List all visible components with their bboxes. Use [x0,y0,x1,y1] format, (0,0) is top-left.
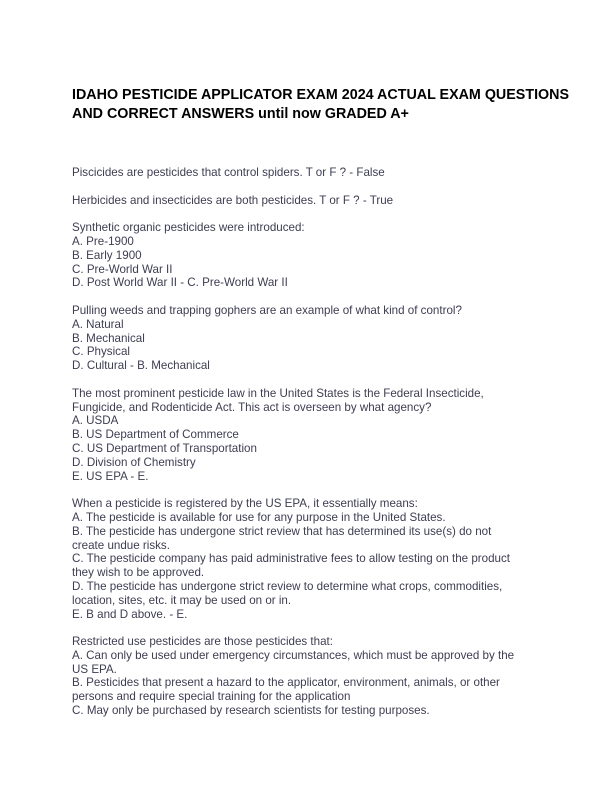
question-line: Piscicides are pesticides that control spiders. T or F ? - False [72,166,385,179]
answer-option: A. The pesticide is available for use for any purpose in the United States. [72,510,446,524]
answer-option: C. The pesticide company has paid administrative fees to allow testing on the product [72,552,511,566]
title-line: AND CORRECT ANSWERS until now GRADED A+ [72,106,409,122]
question-list [72,166,542,732]
question-block-7 [72,635,542,718]
answer-option: E. B and D above. - E. [72,607,188,621]
answer-option: A. USDA [72,414,119,428]
question-line: Herbicides and insecticides are both pesticides. T or F ? - True [72,193,394,207]
question-block-1 [72,166,542,180]
answer-option: location, sites, etc. it may be used on or in. [72,593,292,607]
question-line: The most prominent pesticide law in the United States is the Federal Insecticide, [72,386,484,400]
question-block-5 [72,387,542,484]
answer-option: they wish to be approved. [72,566,205,580]
question-line: Synthetic organic pesticides were introduced: [72,221,305,235]
answer-option: C. May only be purchased by research scientists for testing purposes. [72,704,430,718]
answer-option: D. Division of Chemistry [72,455,196,469]
question-block-6 [72,497,542,621]
answer-option: A. Pre-1900 [72,234,134,248]
answer-option: A. Can only be used under emergency circumstances, which must be approved by the [72,648,515,662]
question-block-2 [72,194,542,208]
answer-option: B. Pesticides that present a hazard to the applicator, environment, animals, or other [72,676,500,690]
answer-option: E. US EPA - E. [72,469,149,483]
question-line: Pulling weeds and trapping gophers are an example of what kind of control? [72,303,462,317]
answer-option: B. The pesticide has undergone strict review that has determined its use(s) do not [72,524,492,538]
answer-option: B. US Department of Commerce [72,428,239,442]
answer-option: A. Natural [72,317,124,331]
question-line: Restricted use pesticides are those pesticides that: [72,635,333,649]
title-line: IDAHO PESTICIDE APPLICATOR EXAM 2024 ACTUAL EXAM QUESTIONS [72,87,570,103]
answer-option: create undue risks. [72,538,170,552]
question-line: Fungicide, and Rodenticide Act. This act is overseen by what agency? [72,400,432,414]
answer-option: C. Pre-World War II [72,262,173,276]
answer-option: C. Physical [72,345,130,359]
question-block-3 [72,221,542,290]
question-block-4 [72,304,542,373]
answer-option: D. Cultural - B. Mechanical [72,359,210,373]
answer-option: D. The pesticide has undergone strict review to determine what crops, commodities, [72,579,503,593]
answer-option: persons and require special training for the application [72,690,351,704]
answer-option: D. Post World War II - C. Pre-World War II [72,276,288,290]
document-title [72,86,570,124]
answer-option: B. Early 1900 [72,248,142,262]
answer-option: B. Mechanical [72,331,145,345]
answer-option: C. US Department of Transportation [72,441,257,455]
answer-option: US EPA. [72,662,117,676]
question-line: When a pesticide is registered by the US EPA, it essentially means: [72,497,418,511]
